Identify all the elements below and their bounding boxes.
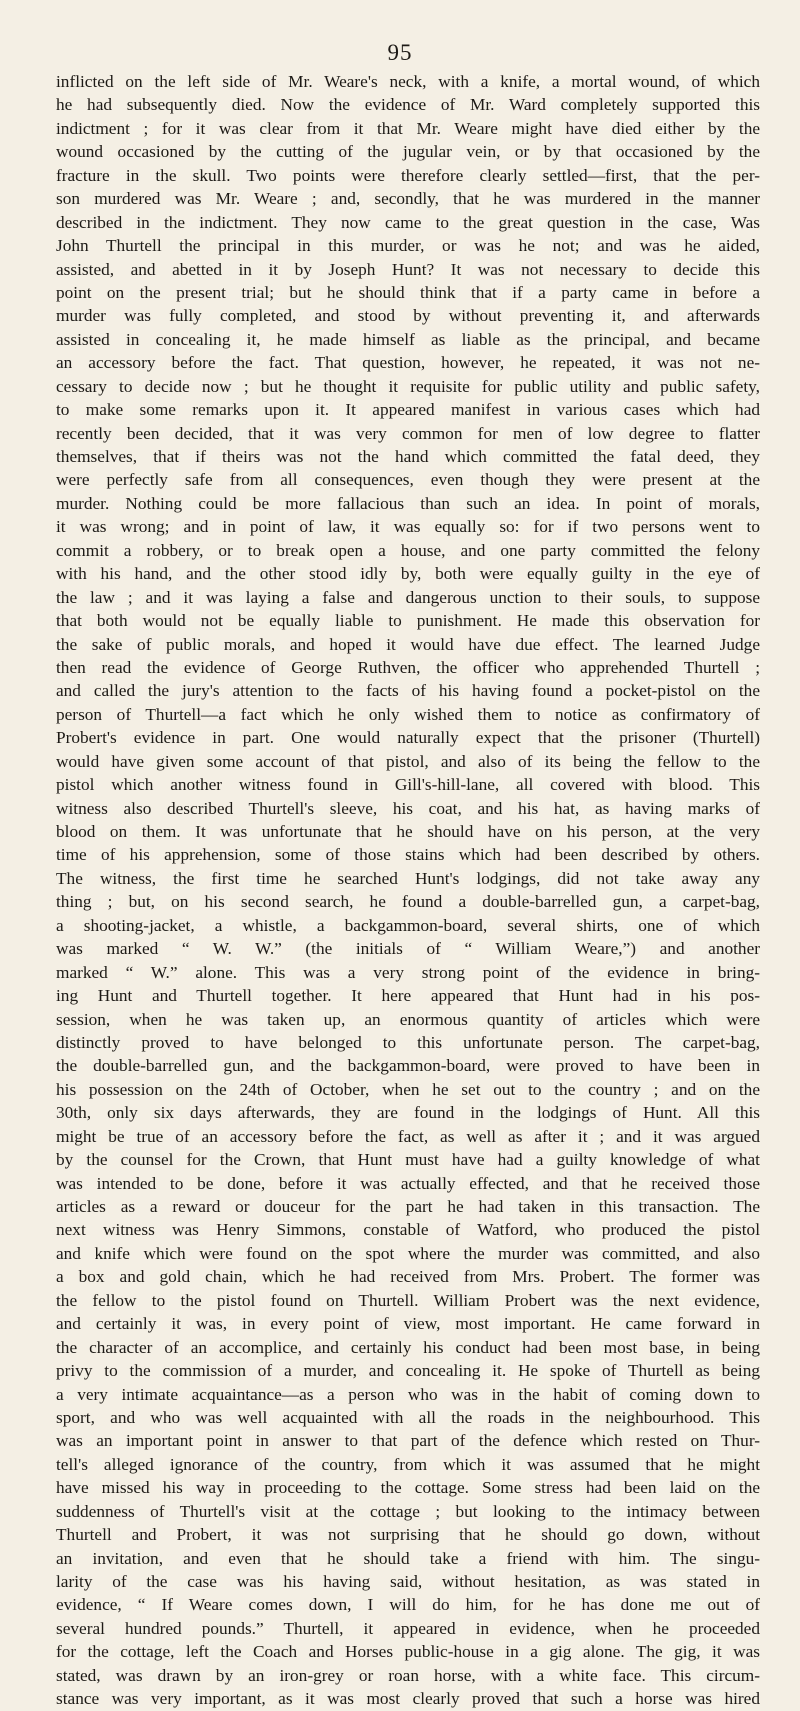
text-line: and knife which were found on the spot where the murder was committed, and also xyxy=(56,1243,760,1263)
text-line: and called the jury's attention to the facts of his having found a pocket-pistol on the xyxy=(56,681,760,701)
text-line: 30th, only six days afterwards, they are found in the lodgings of Hunt. All this xyxy=(56,1103,760,1123)
text-line: Thurtell and Probert, it was not surprising that he should go down, without xyxy=(56,1525,760,1545)
text-line: stated, was drawn by an iron-grey or roan horse, with a white face. This circum- xyxy=(56,1665,760,1685)
text-line: murder was fully completed, and stood by without preventing it, and afterwards xyxy=(56,306,760,326)
text-line: the character of an accomplice, and certainly his conduct had been most base, in being xyxy=(56,1337,760,1357)
text-line: assisted in concealing it, he made himself as liable as the principal, and became xyxy=(56,329,760,349)
text-line: next witness was Henry Simmons, constable of Watford, who produced the pistol xyxy=(56,1220,760,1240)
text-line: was an important point in answer to that part of the defence which rested on Thur- xyxy=(56,1431,760,1451)
text-line: the double-barrelled gun, and the backgammon-board, were proved to have been in xyxy=(56,1056,760,1076)
text-line: inflicted on the left side of Mr. Weare's neck, with a knife, a mortal wound, of which xyxy=(56,72,760,91)
text-line: recently been decided, that it was very common for men of low degree to flatter xyxy=(56,423,760,443)
text-line: was intended to be done, before it was actually effected, and that he received those xyxy=(56,1173,760,1193)
text-line: with his hand, and the other stood idly by, both were equally guilty in the eye of xyxy=(56,564,760,584)
text-line: time of his apprehension, some of those stains which had been described by others. xyxy=(56,845,760,865)
text-line: the fellow to the pistol found on Thurtell. William Probert was the next evidence, xyxy=(56,1290,760,1310)
text-line: would have given some account of that pistol, and also of its being the fellow to the xyxy=(56,751,760,771)
text-line: son murdered was Mr. Weare ; and, secondly, that he was murdered in the manner xyxy=(56,189,760,209)
text-line: an invitation, and even that he should take a friend with him. The singu- xyxy=(56,1548,760,1568)
text-line: distinctly proved to have belonged to this unfortunate person. The carpet-bag, xyxy=(56,1032,760,1052)
text-line: cessary to decide now ; but he thought it requisite for public utility and public safety, xyxy=(56,376,760,396)
text-line: and certainly it was, in every point of view, most important. He came forward in xyxy=(56,1314,760,1334)
text-line: by the counsel for the Crown, that Hunt must have had a guilty knowledge of what xyxy=(56,1150,760,1170)
text-line: themselves, that if theirs was not the hand which committed the fatal deed, they xyxy=(56,447,760,466)
text-line: an accessory before the fact. That question, however, he repeated, it was not ne- xyxy=(56,353,760,373)
text-line: it was wrong; and in point of law, it was equally so: for if two persons went to xyxy=(56,517,760,537)
text-line: The witness, the first time he searched Hunt's lodgings, did not take away any xyxy=(56,868,760,888)
text-line: were perfectly safe from all consequences, even though they were present at the xyxy=(56,470,760,490)
text-line: to make some remarks upon it. It appeared manifest in various cases which had xyxy=(56,400,760,420)
text-line: evidence, “ If Weare comes down, I will do him, for he has done me out of xyxy=(56,1595,760,1615)
text-line: suddenness of Thurtell's visit at the cottage ; but looking to the intimacy between xyxy=(56,1501,760,1521)
text-line: assisted, and abetted in it by Joseph Hunt? It was not necessary to decide this xyxy=(56,259,760,279)
text-line: person of Thurtell—a fact which he only wished them to notice as confirmatory of xyxy=(56,704,760,724)
text-line: privy to the commission of a murder, and concealing it. He spoke of Thurtell as being xyxy=(56,1361,760,1381)
text-line: marked “ W.” alone. This was a very strong point of the evidence in bring- xyxy=(56,962,760,982)
text-line: he had subsequently died. Now the evidence of Mr. Ward completely supported this xyxy=(56,95,760,115)
text-line: blood on them. It was unfortunate that he should have on his person, at the very xyxy=(56,822,760,841)
text-line: indictment ; for it was clear from it that Mr. Weare might have died either by the xyxy=(56,118,760,138)
text-line: point on the present trial; but he should think that if a party came in before a xyxy=(56,282,760,302)
text-line: fracture in the skull. Two points were therefore clearly settled—first, that the per- xyxy=(56,165,760,185)
text-line: was marked “ W. W.” (the initials of “ William Weare,”) and another xyxy=(56,939,760,959)
text-line: tell's alleged ignorance of the country, from which it was assumed that he might xyxy=(56,1454,760,1474)
text-line: might be true of an accessory before the fact, as well as after it ; and it was argued xyxy=(56,1126,760,1146)
text-line: Probert's evidence in part. One would naturally expect that the prisoner (Thurtell) xyxy=(56,728,760,748)
text-line: sport, and who was well acquainted with all the roads in the neighbourhood. This xyxy=(56,1407,760,1427)
text-line: murder. Nothing could be more fallacious than such an idea. In point of morals, xyxy=(56,493,760,513)
text-line: the law ; and it was laying a false and dangerous unction to their souls, to suppose xyxy=(56,587,760,607)
text-line: commit a robbery, or to break open a house, and one party committed the felony xyxy=(56,540,760,560)
text-line: that both would not be equally liable to punishment. He made this observation for xyxy=(56,611,760,631)
text-line: then read the evidence of George Ruthven, the officer who apprehended Thurtell ; xyxy=(56,657,760,677)
text-line: a box and gold chain, which he had received from Mrs. Probert. The former was xyxy=(56,1267,760,1287)
text-line: John Thurtell the principal in this murder, or was he not; and was he aided, xyxy=(56,236,760,256)
text-line: have missed his way in proceeding to the cottage. Some stress had been laid on the xyxy=(56,1478,760,1498)
text-line: articles as a reward or douceur for the part he had taken in this transaction. The xyxy=(56,1197,760,1216)
text-line: a shooting-jacket, a whistle, a backgammon-board, several shirts, one of which xyxy=(56,915,760,935)
text-line: a very intimate acquaintance—as a person who was in the habit of coming down to xyxy=(56,1384,760,1404)
text-line: his possession on the 24th of October, when he set out to the country ; and on the xyxy=(56,1079,760,1099)
text-line: ing Hunt and Thurtell together. It here appeared that Hunt had in his pos- xyxy=(56,986,760,1006)
page-number: 95 xyxy=(387,40,413,65)
text-line: thing ; but, on his second search, he found a double-barrelled gun, a carpet-bag, xyxy=(56,892,760,912)
text-line: session, when he was taken up, an enormous quantity of articles which were xyxy=(56,1009,760,1029)
text-line: stance was very important, as it was most clearly proved that such a horse was hired xyxy=(56,1689,760,1709)
body-text xyxy=(56,70,760,1711)
text-line: larity of the case was his having said, without hesitation, as was stated in xyxy=(56,1572,760,1591)
text-line: for the cottage, left the Coach and Horses public-house in a gig alone. The gig, it was xyxy=(56,1642,760,1662)
text-line: witness also described Thurtell's sleeve, his coat, and his hat, as having marks of xyxy=(56,798,760,818)
text-line: several hundred pounds.” Thurtell, it appeared in evidence, when he proceeded xyxy=(56,1618,760,1638)
text-line: pistol which another witness found in Gill's-hill-lane, all covered with blood. This xyxy=(56,775,760,795)
text-line: wound occasioned by the cutting of the jugular vein, or by that occasioned by the xyxy=(56,142,760,162)
text-line: described in the indictment. They now came to the great question in the case, Was xyxy=(56,212,760,232)
text-line: the sake of public morals, and hoped it would have due effect. The learned Judge xyxy=(56,634,760,654)
